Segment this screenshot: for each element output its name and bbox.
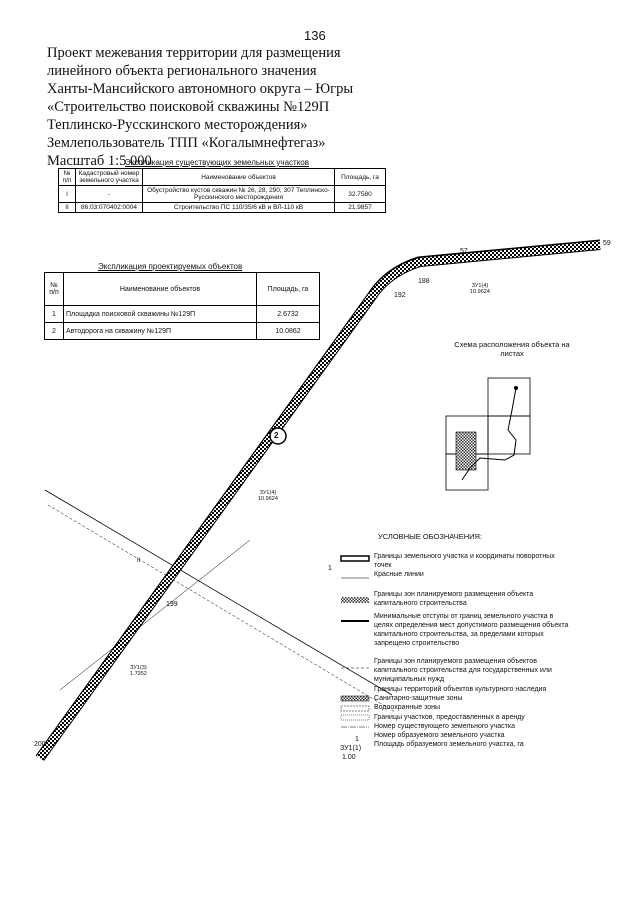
title-line: Землепользователь ТПП «Когалымнефтегаз» xyxy=(47,135,326,151)
legend-symbol-area: 1.00 xyxy=(342,754,356,761)
table-header-row xyxy=(45,273,320,306)
crossing-line xyxy=(60,540,250,690)
table-row xyxy=(45,306,320,323)
title-line: Теплинско-Русскинского месторождения» xyxy=(47,117,308,133)
point-label: 59 xyxy=(603,240,611,247)
table-cell: Обустройство кустов скважин № 26, 28, 290, 307 Теплинско-Русскинского месторождения xyxy=(143,186,335,203)
legend-item: Границы участков, предоставленных в аренду xyxy=(374,714,525,721)
sheet-scheme xyxy=(446,378,530,490)
plot-area: 10.9624 xyxy=(470,289,490,295)
plot-area: 1.7352 xyxy=(130,671,147,677)
legend-item: Площадь образуемого земельного участка, га xyxy=(374,741,524,748)
legend-item: Границы зон планируемого размещения объекта капитального строительства xyxy=(374,591,534,607)
legend-item: Водоохранные зоны xyxy=(374,704,441,711)
plot-number: ЗУ1(4) xyxy=(471,283,489,289)
plot-label xyxy=(258,490,278,502)
table-row xyxy=(59,203,386,213)
scheme-caption: Схема расположения объекта на листах xyxy=(454,340,570,358)
legend-title: УСЛОВНЫЕ ОБОЗНАЧЕНИЯ: xyxy=(378,532,483,541)
table1-caption: Экспликация существующих земельных участков xyxy=(125,158,309,167)
plot-label xyxy=(130,665,147,677)
crossing-line xyxy=(45,490,392,695)
title-line: Масштаб 1:5 000 xyxy=(47,153,152,169)
object-number-label: 2 xyxy=(274,431,279,440)
legend-item: Номер образуемого земельного участка xyxy=(374,732,505,739)
plot-area: 10.9624 xyxy=(258,496,278,502)
table-header: № п/п xyxy=(45,273,64,306)
point-label: 57 xyxy=(460,248,468,255)
legend-item: Красные линии xyxy=(374,571,424,578)
roman-label: II xyxy=(137,558,141,564)
title-line: линейного объекта регионального значения xyxy=(47,63,317,79)
table2-caption: Экспликация проектируемых объектов xyxy=(98,262,243,271)
legend-item: Номер существующего земельного участка xyxy=(374,723,515,730)
table-row xyxy=(59,186,386,203)
table-header: № п/п xyxy=(59,169,76,186)
table-header: Кадастровый номер земельного участка xyxy=(76,169,143,186)
point-label: 199 xyxy=(166,601,178,608)
table-cell: 10.0862 xyxy=(257,323,320,340)
plot-label xyxy=(470,283,490,295)
table-cell: 2 xyxy=(45,323,64,340)
title-line: Проект межевания территории для размещения xyxy=(47,45,341,61)
legend-symbols xyxy=(341,556,369,727)
table-header: Наименование объектов xyxy=(143,169,335,186)
title-line: «Строительство поисковой скважины №129П xyxy=(47,99,330,115)
table-cell: - xyxy=(76,186,143,203)
legend-number-marker: 1 xyxy=(328,565,332,572)
table-cell: 32.7580 xyxy=(335,186,386,203)
table-cell: II xyxy=(59,203,76,213)
table-cell: 21.9857 xyxy=(335,203,386,213)
table-cell: Площадка поисковой скважины №129П xyxy=(64,306,257,323)
page-number: 136 xyxy=(304,28,326,43)
title-line: Ханты-Мансийского автономного округа – Югры xyxy=(47,81,354,97)
table-cell: 2.6732 xyxy=(257,306,320,323)
table-cell: Строительство ПС 110/35/6 кВ и ВЛ-110 кВ xyxy=(143,203,335,213)
table-header: Наименование объектов xyxy=(64,273,257,306)
table-header: Площадь, га xyxy=(257,273,320,306)
legend-item: Границы территорий объектов культурного наследия xyxy=(374,686,547,693)
table-header: Площадь, га xyxy=(335,169,386,186)
point-label: 200 xyxy=(34,741,46,748)
legend-item: Границы зон планируемого размещения объектов капитального строительства для государственных или муниципальных нужд xyxy=(374,658,552,683)
table-cell: 86:03:070402:0004 xyxy=(76,203,143,213)
existing-plots-table xyxy=(58,168,386,213)
legend-item: Санитарно-защитные зоны xyxy=(374,695,463,702)
table-row xyxy=(45,323,320,340)
legend-item: Минимальные отступы от границ земельного участка в целях определения мест допустимого размещения объекта капитального строительства, за пределами которых запрещено строительство xyxy=(374,613,569,647)
point-label: 188 xyxy=(418,278,430,285)
table-cell: Автодорога на скважину №129П xyxy=(64,323,257,340)
point-label: 192 xyxy=(394,292,406,299)
table-header-row xyxy=(59,169,386,186)
legend xyxy=(372,552,572,749)
legend-item: Границы земельного участка и координаты поворотных точек xyxy=(374,553,555,569)
legend-symbol-number: 1 xyxy=(355,736,359,743)
table-cell: 1 xyxy=(45,306,64,323)
projected-objects-table xyxy=(44,272,320,340)
plot-number: ЗУ1(3) xyxy=(130,665,147,671)
legend-symbol-zu: ЗУ1(1) xyxy=(340,745,362,752)
table-cell: I xyxy=(59,186,76,203)
plot-number: ЗУ1(4) xyxy=(259,490,277,496)
